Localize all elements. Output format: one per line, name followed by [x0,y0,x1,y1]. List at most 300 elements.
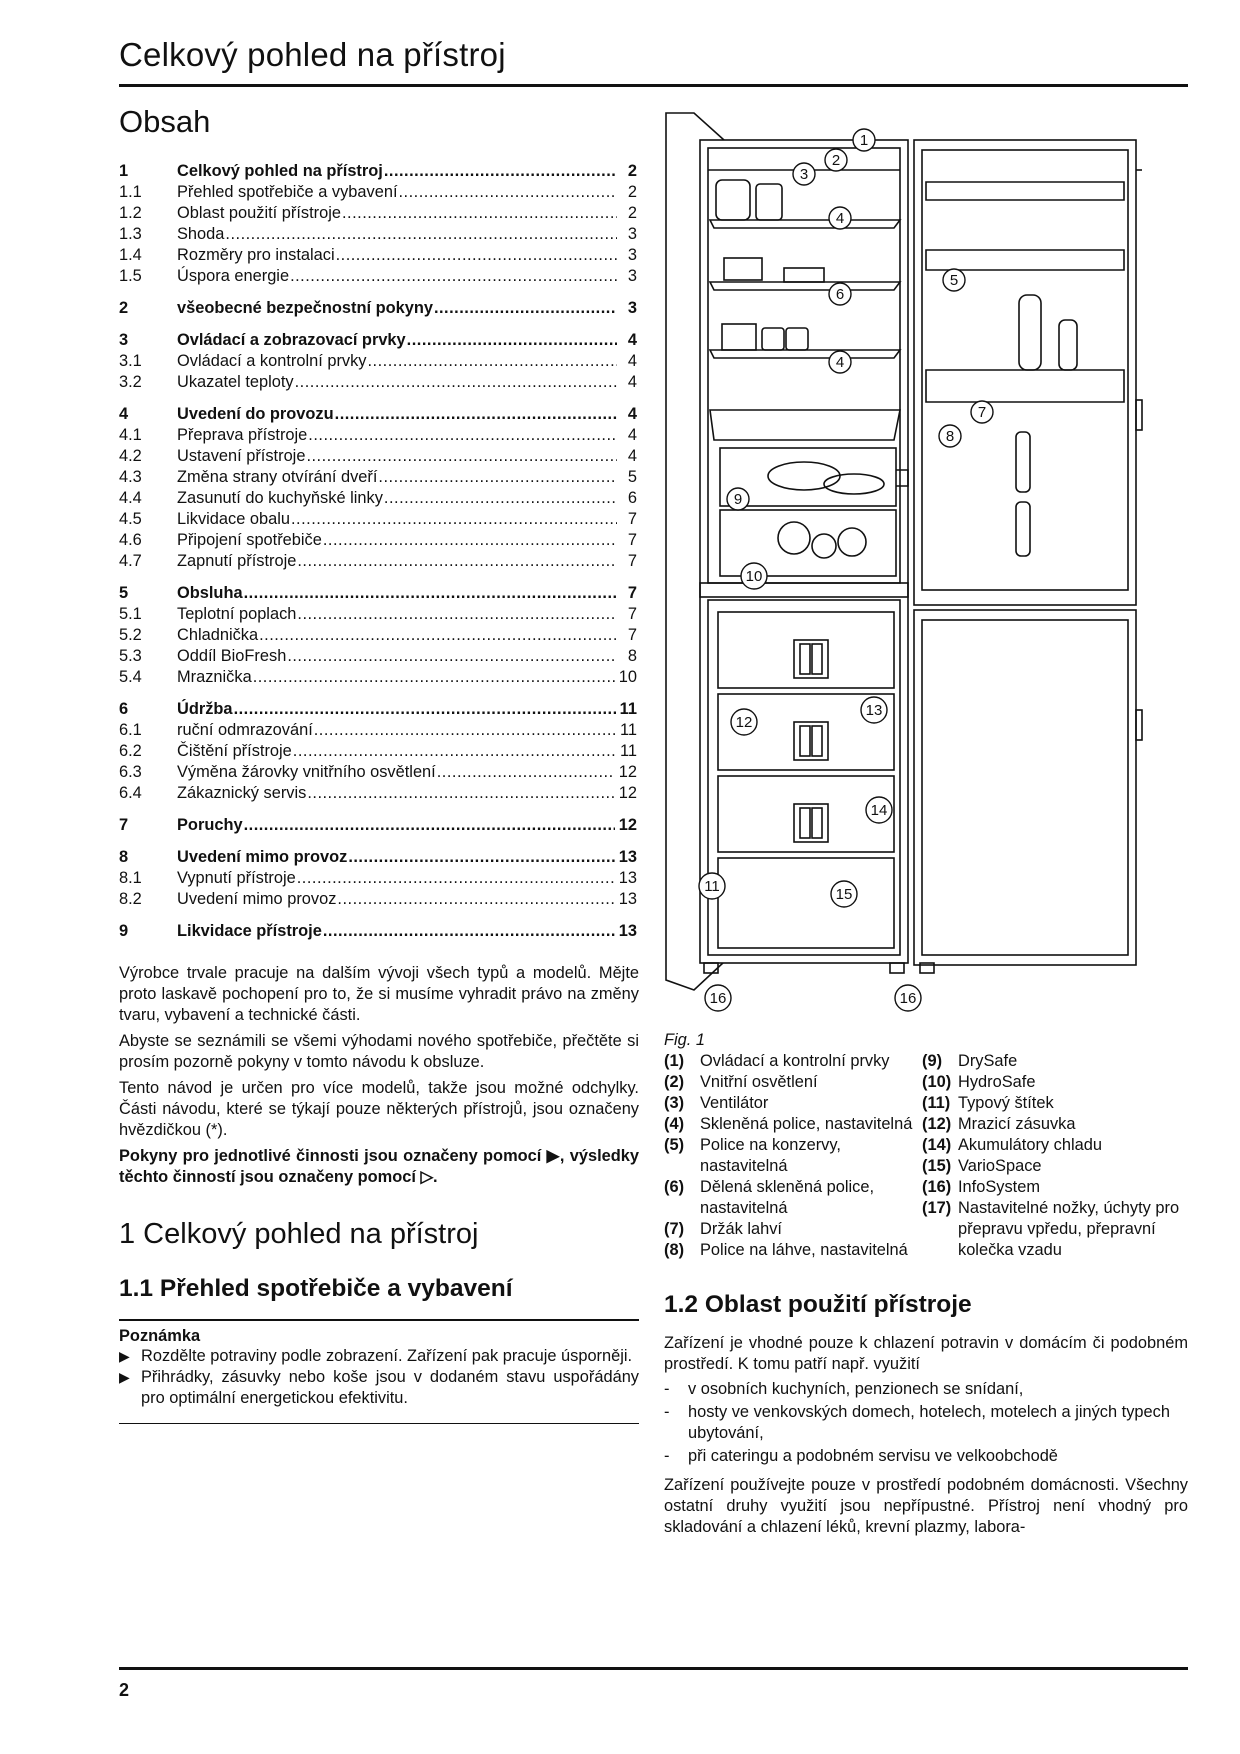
toc-leader-dots [306,447,617,466]
toc-entry-title: Přehled spotřebiče a vybavení [177,183,398,201]
cabinet-front [700,140,908,963]
toc-entry-page: 5 [627,468,637,486]
toc-entry[interactable] [119,922,639,943]
toc-entry-title: Zákaznický servis [177,784,307,802]
toc-entry[interactable] [119,204,639,225]
toc-entry-number: 6.4 [119,784,142,802]
toc-entry[interactable] [119,510,639,531]
legend-item [922,1135,1188,1156]
note-item [119,1346,639,1367]
toc-entry-page: 7 [627,531,637,549]
toc-entry-number: 6.3 [119,763,142,781]
toc-leader-dots [384,489,617,508]
toc-entry-title: Ovládací a zobrazovací prvky [177,331,406,349]
left-column [119,104,639,1424]
legend-item [664,1051,922,1072]
callout-3 [793,163,815,185]
callout-label: 12 [735,714,753,731]
legend-item [922,1177,1188,1198]
toc-entry-page: 2 [627,162,637,180]
toc-entry-title: Ovládací a kontrolní prvky [177,352,367,370]
toc-entry-page: 7 [627,584,637,602]
callout-13 [861,697,887,723]
callout-1 [853,129,875,151]
note-title: Poznámka [119,1327,201,1345]
legend-number: (2) [664,1073,685,1091]
toc-entry[interactable] [119,426,639,447]
toc-leader-dots [337,890,614,909]
toc-entry[interactable] [119,405,639,426]
legend-number: (7) [664,1220,685,1238]
subsection-heading-usage: 1.2 Oblast použití přístroje [664,1291,972,1318]
toc-leader-dots [291,510,617,529]
toc-entry-page: 3 [627,225,637,243]
toc-entry-number: 2 [119,299,129,317]
figure-caption: Fig. 1 [664,1031,705,1049]
toc-entry-title: Obsluha [177,584,243,602]
intro-text [119,963,639,1188]
toc-entry-number: 4.5 [119,510,142,528]
page-number: 2 [119,1680,130,1700]
toc-group [119,331,639,394]
toc-entry[interactable] [119,700,639,721]
toc-entry-title: Teplotní poplach [177,605,297,623]
toc-entry[interactable] [119,626,639,647]
toc-leader-dots [225,225,617,244]
legend-number: (5) [664,1136,685,1154]
callout-label: 16 [709,990,727,1007]
toc-entry-page: 7 [627,605,637,623]
toc-entry-page: 4 [627,352,637,370]
toc-leader-dots [434,299,617,318]
toc-entry-page: 7 [627,626,637,644]
legend-text: DrySafe [958,1052,1018,1070]
toc-entry-title: Likvidace obalu [177,510,290,528]
legend-number: (8) [664,1241,685,1259]
toc-leader-dots [297,552,617,571]
legend-text: VarioSpace [958,1157,1042,1175]
legend-item [664,1093,922,1114]
legend-number: (15) [922,1157,952,1175]
toc-group [119,584,639,689]
list-item: - v osobních kuchyních, penzionech se snídaní, [664,1379,1188,1400]
legend-text: HydroSafe [958,1073,1036,1091]
legend-number: (10) [922,1073,952,1091]
toc-entry-page: 7 [627,552,637,570]
callout-14 [866,797,892,823]
toc-entry-number: 7 [119,816,129,834]
toc-entry[interactable] [119,784,639,805]
callout-4-top [829,207,851,229]
legend-item [664,1177,922,1219]
toc-group [119,162,639,288]
toc-leader-dots [295,373,617,392]
toc-entry-page: 4 [627,426,637,444]
toc-entry[interactable] [119,742,639,763]
note-box [119,1319,639,1424]
callout-label: 4 [835,210,845,227]
toc-entry-title: Zapnutí přístroje [177,552,297,570]
toc-group [119,922,639,943]
toc-leader-dots [244,584,617,603]
toc-entry-title: Vypnutí přístroje [177,869,296,887]
toc-leader-dots [323,922,615,941]
toc-entry-page: 11 [619,721,637,739]
callout-6 [829,283,851,305]
toc-entry-title: Změna strany otvírání dveří [177,468,378,486]
callout-label: 14 [870,802,888,819]
toc-entry-title: Čištění přístroje [177,742,292,760]
toc-leader-dots [368,352,618,371]
toc-entry[interactable] [119,352,639,373]
toc-leader-dots [323,531,617,550]
toc-entry-number: 5.2 [119,626,142,644]
toc-entry-number: 3 [119,331,129,349]
legend-number: (6) [664,1178,685,1196]
callout-8 [939,425,961,447]
legend-number: (9) [922,1052,943,1070]
callout-label: 4 [835,354,845,371]
toc-entry-title: ruční odmrazování [177,721,313,739]
toc-entry-title: všeobecné bezpečnostní pokyny [177,299,433,317]
toc-entry[interactable] [119,489,639,510]
toc-entry[interactable] [119,647,639,668]
toc-entry-number: 3.2 [119,373,142,391]
legend-number: (16) [922,1178,952,1196]
toc-entry[interactable] [119,721,639,742]
toc-entry[interactable] [119,447,639,468]
fridge-door [914,140,1136,605]
page-title: Celkový pohled na přístroj [119,36,506,73]
toc-entry-number: 9 [119,922,129,940]
toc-entry-title: Připojení spotřebiče [177,531,322,549]
toc-entry-page: 3 [627,267,637,285]
toc-leader-dots [348,848,614,867]
toc-leader-dots [336,246,617,265]
note-item-text: Přihrádky, zásuvky nebo koše jsou v dodaném stavu uspořádány pro optimální energetickou efektivitu. [141,1368,639,1407]
toc-entry-number: 8 [119,848,129,866]
toc-entry-page: 2 [627,183,637,201]
toc-entry-number: 1.4 [119,246,142,264]
toc-leader-dots [407,331,617,350]
toc-entry[interactable] [119,331,639,352]
toc-entry-title: Ukazatel teploty [177,373,294,391]
legend-text: Ventilátor [700,1094,769,1112]
toc-entry[interactable] [119,605,639,626]
toc-leader-dots [259,626,617,645]
table-of-contents [119,162,639,943]
toc-entry-title: Rozměry pro instalaci [177,246,335,264]
toc-entry-number: 5 [119,584,129,602]
callout-9 [727,488,749,510]
callout-label: 13 [865,702,883,719]
toc-entry-number: 5.3 [119,647,142,665]
toc-entry-number: 4.4 [119,489,142,507]
toc-title: Obsah [119,104,211,139]
note-item [119,1367,639,1409]
toc-entry-page: 12 [618,816,637,834]
legend-item [922,1114,1188,1135]
legend-text: Nastavitelné nožky, úchyty pro přepravu vpředu, přepravní kolečka vzadu [958,1199,1180,1259]
toc-entry-page: 7 [627,510,637,528]
list-item: - hosty ve venkovských domech, hotelech, motelech a jiných typech ubytování, [664,1402,1188,1444]
usage-list [664,1379,1188,1467]
legend-item [922,1072,1188,1093]
toc-leader-dots [234,700,616,719]
legend-number: (14) [922,1136,952,1154]
toc-entry-number: 1 [119,162,129,180]
note-end-rule [119,1423,639,1424]
legend-item [922,1051,1188,1072]
bottom-rule [119,1667,1188,1670]
toc-entry[interactable] [119,848,639,869]
legend-number: (3) [664,1094,685,1112]
toc-entry-page: 10 [618,668,637,686]
toc-group [119,700,639,805]
toc-entry[interactable] [119,584,639,605]
toc-entry[interactable] [119,267,639,288]
toc-entry-number: 5.4 [119,668,142,686]
toc-entry-title: Chladnička [177,626,259,644]
toc-entry-title: Zasunutí do kuchyňské linky [177,489,383,507]
right-column [664,110,1188,1542]
toc-entry-number: 6.1 [119,721,142,739]
toc-leader-dots [307,784,614,803]
toc-entry-number: 1.1 [119,183,142,201]
toc-entry[interactable] [119,246,639,267]
callout-label: 8 [945,428,955,445]
legend-column-left [664,1051,922,1261]
subsection-heading: 1.1 Přehled spotřebiče a vybavení [119,1275,513,1302]
callout-label: 7 [977,404,987,421]
callout-4-lower [829,351,851,373]
legend-text: Skleněná police, nastavitelná [700,1115,913,1133]
toc-entry-page: 13 [618,848,637,866]
fridge-illustration [664,110,1188,1020]
legend-item [922,1198,1188,1261]
callout-label: 5 [949,272,959,289]
toc-entry-page: 11 [619,742,637,760]
intro-paragraph-symbols: Pokyny pro jednotlivé činnosti jsou označeny pomocí ▶, výsledky těchto činností jsou označeny pomocí ▷. [119,1147,639,1186]
toc-entry[interactable] [119,869,639,890]
arrow-right-icon: ▶ [119,1369,130,1385]
legend-text: Vnitřní osvětlení [700,1073,818,1091]
callout-12 [731,709,757,735]
toc-entry-page: 13 [618,869,637,887]
toc-entry-title: Mraznička [177,668,252,686]
callout-16-right [895,985,921,1011]
toc-entry-title: Uvedení do provozu [177,405,334,423]
callout-16-left [705,985,731,1011]
toc-entry-page: 11 [619,700,637,718]
callout-label: 3 [799,166,809,183]
intro-paragraph: Výrobce trvale pracuje na dalším vývoji všech typů a modelů. Mějte proto laskavě pochopení pro to, že si musíme vyhradit právo na změny tvaru, vybavení a technické části. [119,964,639,1024]
toc-entry[interactable] [119,531,639,552]
toc-entry-number: 1.5 [119,267,142,285]
legend-text: Dělená skleněná police, nastavitelná [700,1178,875,1217]
toc-entry-title: Shoda [177,225,225,243]
toc-leader-dots [290,267,617,286]
toc-entry-title: Výměna žárovky vnitřního osvětlení [177,763,436,781]
toc-entry-number: 4 [119,405,129,423]
legend-item [664,1114,922,1135]
callout-label: 1 [859,132,869,149]
toc-entry-number: 6.2 [119,742,142,760]
toc-entry-title: Uvedení mimo provoz [177,848,348,866]
toc-entry-title: Údržba [177,700,233,718]
legend-text: Police na konzervy, nastavitelná [700,1136,841,1175]
toc-entry-title: Přeprava přístroje [177,426,308,444]
toc-entry-title: Likvidace přístroje [177,922,322,940]
legend-number: (11) [922,1094,951,1112]
usage-paragraph: Zařízení používejte pouze v prostředí podobném domácnosti. Všechny ostatní druhy využití jsou nepřípustné. Přístroj není vhodný pro skladování a chlazení léků, krevní plazmy, labora- [664,1476,1188,1536]
toc-entry[interactable] [119,373,639,394]
toc-entry-page: 12 [618,784,637,802]
toc-entry-title: Poruchy [177,816,243,834]
callout-15 [831,881,857,907]
toc-leader-dots [293,742,616,761]
legend-item [922,1156,1188,1177]
toc-entry[interactable] [119,468,639,489]
legend-number: (17) [922,1199,952,1217]
note-item-text: Rozdělte potraviny podle zobrazení. Zařízení pak pracuje úsporněji. [141,1347,633,1365]
toc-leader-dots [399,183,618,202]
callout-label: 6 [835,286,845,303]
toc-group [119,848,639,911]
toc-entry-page: 4 [627,405,637,423]
list-item-text: v osobních kuchyních, penzionech se snídaní, [688,1380,1024,1398]
section-heading: 1 Celkový pohled na přístroj [119,1218,479,1250]
intro-paragraph: Tento návod je určen pro více modelů, takže jsou možné odchylky. Části návodu, které se týkají pouze některých přístrojů, jsou označeny hvězdičkou (*). [119,1079,639,1139]
legend-item [664,1135,922,1177]
toc-entry-page: 13 [618,922,637,940]
toc-entry[interactable] [119,668,639,689]
toc-entry-page: 3 [627,299,637,317]
toc-entry-title: Uvedení mimo provoz [177,890,337,908]
callout-5 [943,269,965,291]
list-item: - při cateringu a podobném servisu ve velkoobchodě [664,1446,1188,1467]
toc-entry-title: Oblast použití přístroje [177,204,341,222]
toc-entry-page: 4 [627,447,637,465]
toc-entry[interactable] [119,225,639,246]
toc-leader-dots [342,204,617,223]
legend-number: (12) [922,1115,952,1133]
toc-leader-dots [297,605,617,624]
callout-label: 15 [835,886,853,903]
toc-entry[interactable] [119,763,639,784]
toc-entry-page: 12 [618,763,637,781]
toc-entry-number: 4.7 [119,552,142,570]
toc-leader-dots [384,162,617,181]
legend-text: Mrazicí zásuvka [958,1115,1076,1133]
callout-11 [699,873,725,899]
toc-entry-title: Úspora energie [177,267,290,285]
toc-entry-title: Ustavení přístroje [177,447,306,465]
toc-entry-page: 13 [618,890,637,908]
legend-text: Držák lahví [700,1220,782,1238]
toc-entry[interactable] [119,816,639,837]
toc-leader-dots [287,647,617,666]
legend-item [664,1219,922,1240]
toc-entry-number: 8.1 [119,869,142,887]
list-item-text: hosty ve venkovských domech, hotelech, motelech a jiných typech ubytování, [688,1403,1170,1442]
toc-leader-dots [244,816,615,835]
toc-entry[interactable] [119,299,639,320]
callout-label: 9 [733,491,743,508]
callout-label: 10 [745,568,763,585]
toc-leader-dots [308,426,617,445]
toc-entry-number: 5.1 [119,605,142,623]
callout-10 [741,563,767,589]
toc-group [119,299,639,320]
legend-item [664,1072,922,1093]
legend-column-right [922,1051,1188,1261]
legend-text: Ovládací a kontrolní prvky [700,1052,890,1070]
toc-entry[interactable] [119,183,639,204]
toc-entry-number: 4.6 [119,531,142,549]
list-item-text: při cateringu a podobném servisu ve velkoobchodě [688,1447,1058,1465]
toc-entry-number: 4.3 [119,468,142,486]
toc-leader-dots [378,468,617,487]
toc-entry[interactable] [119,552,639,573]
callout-label: 16 [899,990,917,1007]
toc-entry-page: 3 [627,246,637,264]
toc-entry[interactable] [119,162,639,183]
toc-leader-dots [314,721,616,740]
callout-2 [825,149,847,171]
toc-entry-number: 6 [119,700,129,718]
toc-entry-page: 6 [627,489,637,507]
toc-entry-number: 1.2 [119,204,142,222]
toc-leader-dots [297,869,615,888]
top-rule [119,84,1188,87]
toc-entry-number: 3.1 [119,352,142,370]
freezer-door [914,610,1136,965]
toc-entry-title: Celkový pohled na přístroj [177,162,383,180]
toc-entry-page: 2 [627,204,637,222]
legend-number: (1) [664,1052,685,1070]
legend-text: Akumulátory chladu [958,1136,1102,1154]
toc-entry-page: 4 [627,331,637,349]
toc-entry-number: 4.1 [119,426,142,444]
toc-group [119,816,639,837]
legend-item [664,1240,922,1261]
callout-label: 2 [831,152,841,169]
toc-leader-dots [335,405,617,424]
usage-paragraph: Zařízení je vhodné pouze k chlazení potravin v domácím či podobném prostředí. K tomu patří např. využití [664,1334,1188,1373]
toc-group [119,405,639,573]
toc-leader-dots [437,763,615,782]
legend-item [922,1093,1188,1114]
toc-leader-dots [253,668,615,687]
toc-entry-page: 4 [627,373,637,391]
callout-7 [971,401,993,423]
intro-paragraph: Abyste se seznámili se všemi výhodami nového spotřebiče, přečtěte si prosím pozorně pokyny v tomto návodu k obsluze. [119,1032,639,1071]
legend-text: InfoSystem [958,1178,1040,1196]
figure-legend [664,1051,1188,1261]
arrow-right-icon: ▶ [119,1348,130,1364]
callout-label: 11 [704,878,720,895]
toc-entry-title: Oddíl BioFresh [177,647,287,665]
toc-entry-number: 1.3 [119,225,142,243]
toc-entry-page: 8 [627,647,637,665]
toc-entry[interactable] [119,890,639,911]
legend-number: (4) [664,1115,685,1133]
legend-text: Police na láhve, nastavitelná [700,1241,908,1259]
legend-text: Typový štítek [958,1094,1054,1112]
toc-entry-number: 4.2 [119,447,142,465]
toc-entry-number: 8.2 [119,890,142,908]
